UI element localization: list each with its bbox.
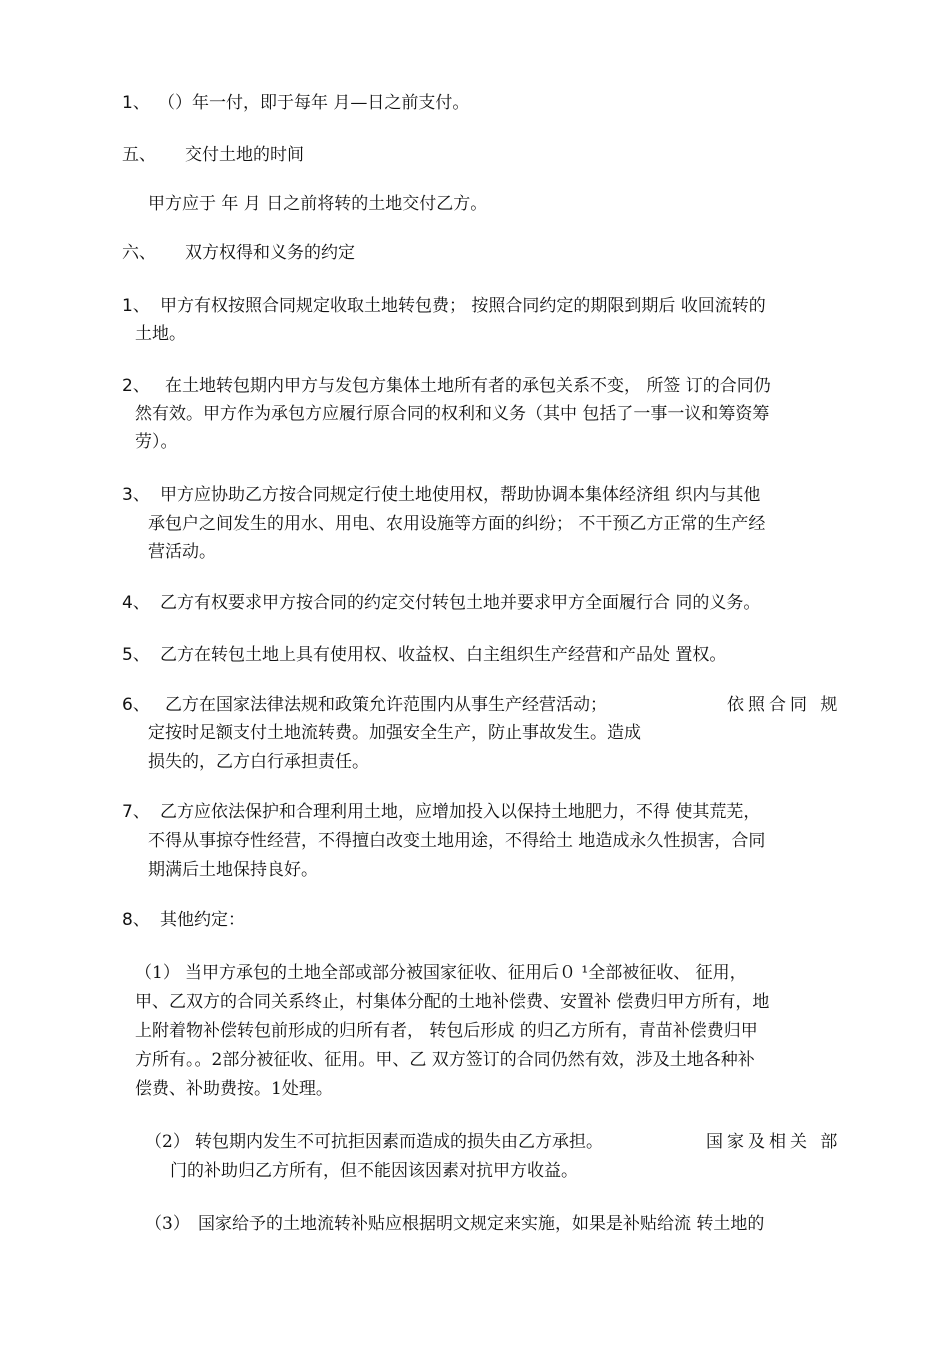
item-text-line: 土地。: [135, 324, 186, 344]
item-text-line: 乙方在转包土地上具有使用权、收益权、白主组织生产经营和产品处 置权。: [160, 645, 727, 665]
section-number: 六、: [122, 243, 156, 263]
item-text-line: 依照合同 规: [727, 695, 842, 715]
item-text-line: 在土地转包期内甲方与发包方集体土地所有者的承包关系不变， 所签 订的合同仍: [165, 376, 771, 396]
item-number: 5、: [122, 645, 150, 665]
item-number: 4、: [122, 593, 150, 613]
item-number: 2、: [122, 376, 150, 396]
section-heading: 双方权得和义务的约定: [185, 243, 355, 263]
subitem-text-line: 转包期内发生不可抗拒因素而造成的损失由乙方承担。: [195, 1132, 603, 1152]
item-text-line: 乙方在国家法律法规和政策允许范围内从事生产经营活动；: [165, 695, 607, 715]
subitem-number: （2）: [145, 1132, 190, 1152]
item-text-line: 乙方有权要求甲方按合同的约定交付转包土地并要求甲方全面履行合 同的义务。: [160, 593, 761, 613]
subitem-text-line: 甲、乙双方的合同关系终止，村集体分配的土地补偿费、安置补 偿费归甲方所有，地: [135, 992, 770, 1012]
item-number: 6、: [122, 695, 150, 715]
subitem-number: （3）: [145, 1214, 190, 1234]
item-text-line: 定按时足额支付土地流转费。加强安全生产，防止事故发生。造成: [148, 723, 641, 743]
item-text-line: 甲方有权按照合同规定收取土地转包费； 按照合同约定的期限到期后 收回流转的: [160, 296, 766, 316]
item-text-line: 损失的，乙方白行承担责任。: [148, 752, 369, 772]
item-text-line: 期满后土地保持良好。: [148, 860, 318, 880]
subitem-text-line: 当甲方承包的土地全部或部分被国家征收、征用后０ ¹全部被征收、 征用，: [185, 963, 747, 983]
item-number: 8、: [122, 910, 150, 930]
item-number: 1、: [122, 296, 150, 316]
item-number: 7、: [122, 802, 150, 822]
item-text-line: 营活动。: [148, 542, 216, 562]
item-text-line: 然有效。甲方作为承包方应履行原合同的权利和义务（其中 包括了一事一议和筹资筹: [135, 404, 770, 424]
section-heading: 交付土地的时间: [185, 145, 304, 165]
subitem-text-line: 国家给予的土地流转补贴应根据明文规定来实施，如果是补贴给流 转土地的: [198, 1214, 765, 1234]
subitem-text-line: 国家及相关 部: [706, 1132, 842, 1152]
payment-line: （）年一付，即于每年 月—日之前支付。: [158, 93, 470, 113]
subitem-text-line: 门的补助归乙方所有，但不能因该因素对抗甲方收益。: [170, 1161, 578, 1181]
item-text-line: 承包户之间发生的用水、用电、农用设施等方面的纠纷； 不干预乙方正常的生产经: [148, 514, 766, 534]
paragraph-text: 甲方应于 年 月 日之前将转的土地交付乙方。: [148, 194, 488, 214]
item-text-line: 不得从事掠夺性经营，不得擅白改变土地用途，不得给土 地造成永久性损害，合同: [148, 831, 766, 851]
item-number: 1、: [122, 93, 150, 113]
item-text-line: 其他约定：: [160, 910, 245, 930]
subitem-text-line: 方所有。。2部分被征收、征用。甲、乙 双方签订的合同仍然有效，涉及土地各种补: [135, 1050, 755, 1070]
subitem-text-line: 偿费、补助费按。1处理。: [135, 1079, 333, 1099]
item-text-line: 劳）。: [135, 432, 178, 452]
item-number: 3、: [122, 485, 150, 505]
section-number: 五、: [122, 145, 156, 165]
item-text-line: 甲方应协助乙方按合同规定行使土地使用权，帮助协调本集体经济组 织内与其他: [160, 485, 761, 505]
item-text-line: 乙方应依法保护和合理利用土地，应增加投入以保持土地肥力，不得 使其荒芜，: [160, 802, 761, 822]
subitem-number: （1）: [135, 963, 180, 983]
subitem-text-line: 上附着物补偿转包前形成的归所有者， 转包后形成 的归乙方所有，青苗补偿费归甲: [135, 1021, 758, 1041]
